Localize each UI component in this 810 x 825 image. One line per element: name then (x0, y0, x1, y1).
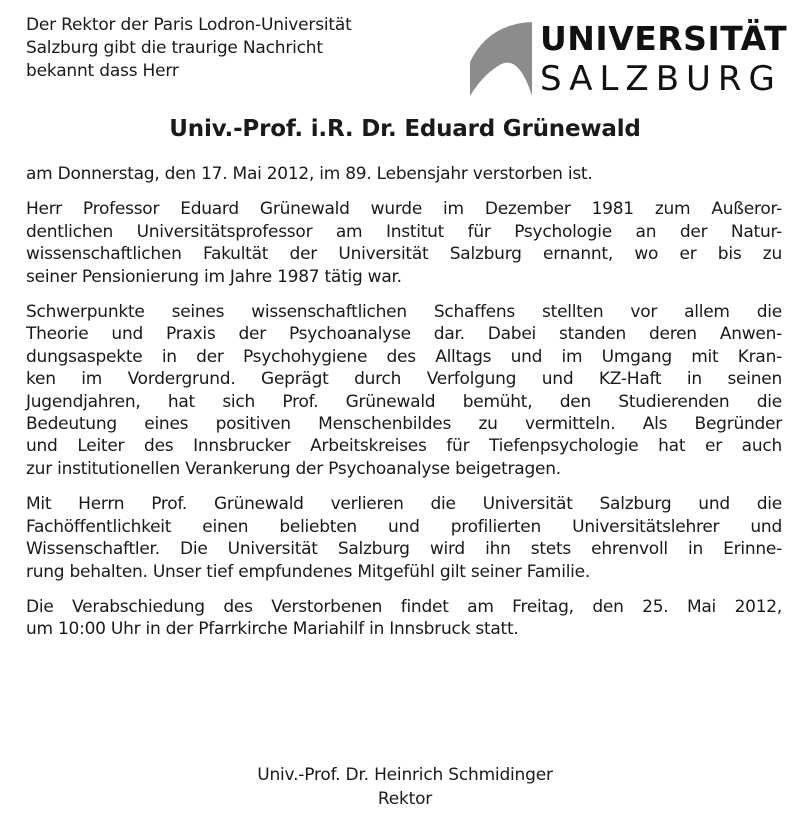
text-line: ken im Vordergrund. Geprägt durch Verfolgung und KZ-Haft in seinen (26, 369, 782, 390)
university-logo (468, 16, 788, 100)
university-emblem-icon (468, 22, 534, 96)
text-line: Schwerpunkte seines wissenschaftlichen Schaffens stellten vor allem die (26, 302, 782, 323)
text-line: und Leiter des Innsbrucker Arbeitskreises für Tiefenpsychologie hat er auch (26, 436, 782, 457)
intro-line-3: bekannt dass Herr (26, 61, 179, 81)
text-line: Jugendjahren, hat sich Prof. Grünewald bemüht, den Studierenden die (26, 391, 782, 412)
text-line: Die Verabschiedung des Verstorbenen findet am Freitag, den 25. Mai 2012, (26, 596, 782, 617)
text-line: dentlichen Universitätsprofessor am Institut für Psychologie an der Natur- (26, 221, 782, 242)
signatory-name: Univ.-Prof. Dr. Heinrich Schmidinger (257, 765, 553, 785)
text-line: Bedeutung eines positiven Menschenbildes zu vermitteln. Als Begründer (26, 414, 782, 435)
text-line: Wissenschaftler. Die Universität Salzburg wird ihn stets ehrenvoll in Erinne- (26, 539, 782, 560)
text-line: seiner Pensionierung im Jahre 1987 tätig war. (26, 266, 402, 287)
text-line: um 10:00 Uhr in der Pfarrkirche Mariahilf in Innsbruck statt. (26, 619, 519, 640)
intro-line-1: Der Rektor der Paris Lodron-Universität (26, 15, 352, 35)
text-line: Mit Herrn Prof. Grünewald verlieren die Universität Salzburg und die (26, 494, 782, 515)
signature-block (0, 763, 810, 811)
paragraph-death-date (26, 163, 782, 185)
text-line: rung behalten. Unser tief empfundenes Mitgefühl gilt seiner Familie. (26, 561, 591, 582)
paragraph-funeral (26, 596, 782, 641)
text-line: dungsaspekte in der Psychohygiene des Alltags und im Umgang mit Kran- (26, 346, 782, 367)
intro-line-2: Salzburg gibt die traurige Nachricht (26, 38, 323, 58)
text-line: Fachöffentlichkeit einen beliebten und profilierten Universitätslehrer und (26, 516, 782, 537)
text-line: wissenschaftlichen Fakultät der Universität Salzburg ernannt, wo er bis zu (26, 244, 782, 265)
intro-text (26, 14, 446, 83)
paragraph-career (26, 198, 782, 288)
obituary-body (26, 163, 782, 654)
deceased-name-heading: Univ.-Prof. i.R. Dr. Eduard Grünewald (169, 116, 641, 142)
text-line: zur institutionellen Verankerung der Psychoanalyse beigetragen. (26, 458, 561, 479)
logo-wordmark-universitaet: UNIVERSITÄT (540, 19, 788, 58)
text-line: Theorie und Praxis der Psychoanalyse dar. Dabei standen deren Anwen- (26, 324, 782, 345)
paragraph-research (26, 301, 782, 480)
signatory-title: Rektor (377, 789, 433, 809)
text-line: Herr Professor Eduard Grünewald wurde im Dezember 1981 zum Außeror- (26, 199, 782, 220)
text-line: am Donnerstag, den 17. Mai 2012, im 89. Lebensjahr verstorben ist. (26, 164, 593, 184)
logo-wordmark-salzburg: SALZBURG (540, 59, 782, 99)
paragraph-condolence (26, 493, 782, 583)
